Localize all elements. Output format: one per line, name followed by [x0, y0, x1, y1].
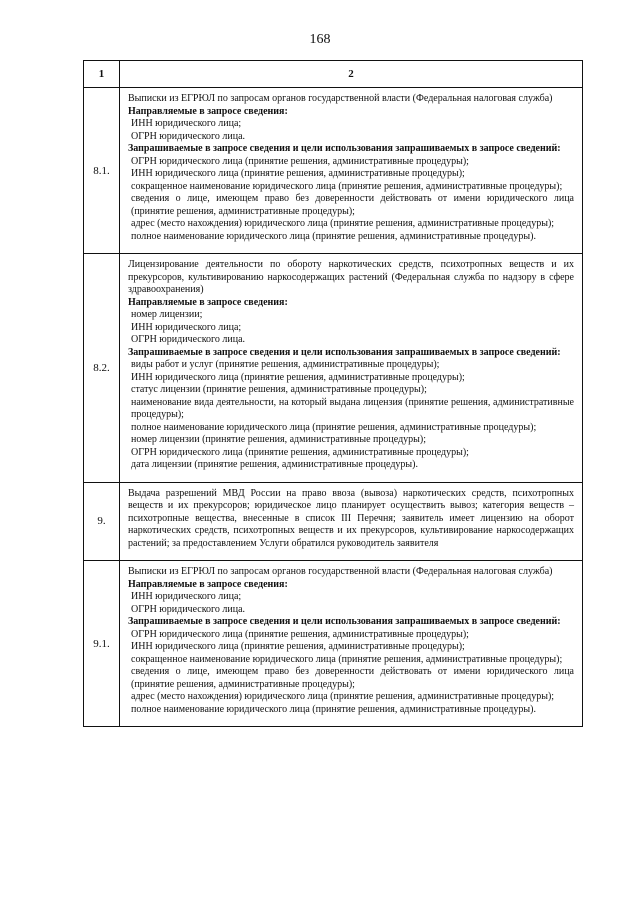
row-number: 8.2.: [84, 254, 120, 483]
row-content: [120, 561, 583, 727]
table-row-8-2: [84, 254, 583, 483]
requested-item: статус лицензии (принятие решения, административные процедуры);: [131, 384, 427, 395]
requested-item: полное наименование юридического лица (принятие решения, административные процедуры).: [131, 703, 536, 715]
header-col-number: 1: [84, 61, 120, 88]
requested-title: Запрашиваемые в запросе сведения и цели использования запрашиваемых в запросе сведений:: [128, 616, 561, 627]
requested-item: сокращенное наименование юридического лица (принятие решения, административные процедуры);: [131, 653, 563, 665]
sent-title: Направляемые в запросе сведения:: [128, 578, 288, 590]
requested-item: полное наименование юридического лица (принятие решения, административные процедуры);: [131, 421, 537, 433]
row-number: 9.1.: [84, 561, 120, 727]
requested-item: сведения о лице, имеющем право без доверенности действовать от имени юридического лица (принятие решения, административные процедуры);: [131, 193, 574, 217]
requested-item: ОГРН юридического лица (принятие решения, административные процедуры);: [131, 155, 469, 167]
row-content: [120, 88, 583, 254]
sent-item: ОГРН юридического лица.: [131, 130, 246, 142]
requested-item: ОГРН юридического лица (принятие решения, административные процедуры);: [131, 628, 469, 640]
row-intro: Выписки из ЕГРЮЛ по запросам органов государственной власти (Федеральная налоговая служба): [128, 566, 553, 577]
table-row-9-1: [84, 561, 583, 727]
row-content: [120, 482, 583, 561]
requested-title: Запрашиваемые в запросе сведения и цели использования запрашиваемых в запросе сведений:: [128, 346, 561, 358]
row-intro: Выписки из ЕГРЮЛ по запросам органов государственной власти (Федеральная налоговая служба): [128, 93, 553, 104]
requested-item: ОГРН юридического лица (принятие решения, административные процедуры);: [131, 446, 469, 458]
requested-item: адрес (место нахождения) юридического лица (принятие решения, административные процедуры);: [131, 218, 555, 229]
services-table: [83, 60, 583, 727]
sent-title: Направляемые в запросе сведения:: [128, 105, 288, 117]
sent-item: ОГРН юридического лица.: [131, 603, 246, 615]
sent-item: ИНН юридического лица;: [131, 591, 242, 602]
row-number: 8.1.: [84, 88, 120, 254]
requested-item: ИНН юридического лица (принятие решения, административные процедуры);: [131, 641, 465, 652]
row-intro: Лицензирование деятельности по обороту наркотических средств, психотропных веществ и их прекурсоров, культивированию наркосодержащих растений (Федеральная служба по надзору в сфере здравоохранения): [128, 259, 574, 295]
table-header-row: [84, 61, 583, 88]
requested-item: номер лицензии (принятие решения, административные процедуры);: [131, 434, 426, 445]
requested-item: виды работ и услуг (принятие решения, административные процедуры);: [131, 359, 440, 370]
header-col-description: 2: [120, 61, 583, 88]
table-row-8-1: [84, 88, 583, 254]
requested-item: полное наименование юридического лица (принятие решения, административные процедуры).: [131, 230, 536, 242]
sent-item: ИНН юридического лица;: [131, 118, 242, 129]
requested-item: дата лицензии (принятие решения, административные процедуры).: [131, 459, 418, 470]
requested-item: ИНН юридического лица (принятие решения, административные процедуры);: [131, 168, 465, 179]
sent-item: ИНН юридического лица;: [131, 321, 242, 333]
row-number: 9.: [84, 482, 120, 561]
requested-item: сведения о лице, имеющем право без доверенности действовать от имени юридического лица (принятие решения, административные процедуры);: [131, 666, 574, 690]
row-content: [120, 254, 583, 483]
requested-item: ИНН юридического лица (принятие решения, административные процедуры);: [131, 371, 465, 383]
sent-item: номер лицензии;: [131, 309, 203, 320]
requested-item: наименование вида деятельности, на который выдана лицензия (принятие решения, административные процедуры);: [131, 396, 574, 420]
page-number: 168: [309, 32, 331, 47]
table-row-9: [84, 482, 583, 561]
requested-item: сокращенное наименование юридического лица (принятие решения, административные процедуры);: [131, 180, 563, 192]
requested-title: Запрашиваемые в запросе сведения и цели использования запрашиваемых в запросе сведений:: [128, 143, 561, 154]
row-text: Выдача разрешений МВД России на право ввоза (вывоза) наркотических средств, психотропных веществ и их прекурсоров; юридическое лицо планирует осуществить вывоз; категория веществ – психотропные вещества, внесенные в список III Перечня; заявитель имеет лицензию на оборот наркотических средств, психотропных веществ и их прекурсоров, культивирование наркосодержащих растений; за предоставлением Услуги обратился руководитель заявителя: [128, 487, 574, 549]
sent-title: Направляемые в запросе сведения:: [128, 296, 288, 308]
sent-item: ОГРН юридического лица.: [131, 334, 246, 345]
requested-item: адрес (место нахождения) юридического лица (принятие решения, административные процедуры);: [131, 691, 555, 702]
